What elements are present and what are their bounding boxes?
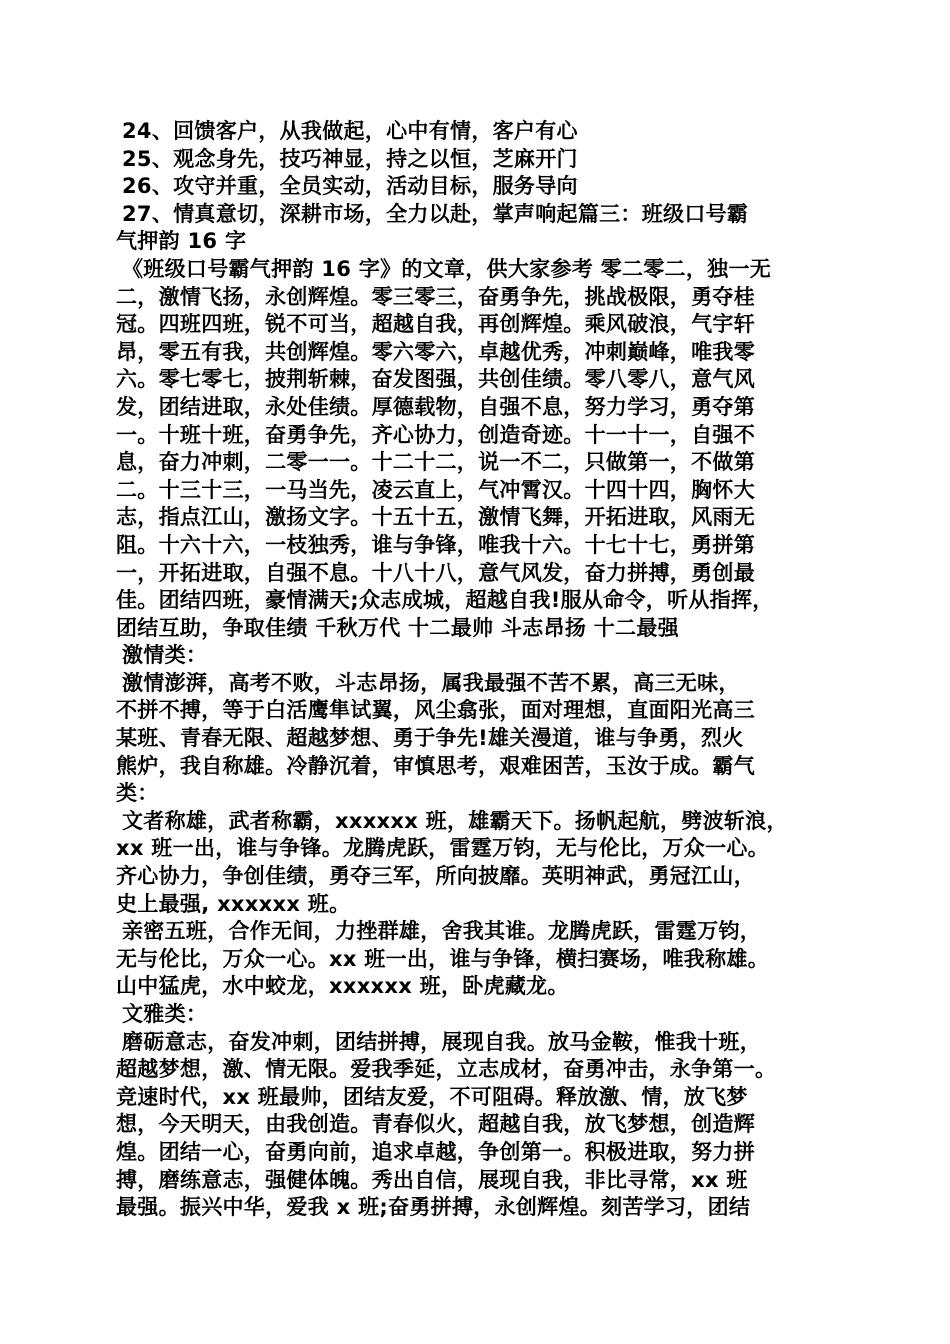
text-line: 《班级口号霸气押韵 16 字》的文章，供大家参考 零二零二，独一无 [122, 256, 772, 281]
text-line: 超越梦想，激、情无限。爱我季延，立志成材，奋勇冲击，永争第一。 [116, 1057, 777, 1082]
document-page [116, 118, 846, 1222]
text-line: 山中猛虎，水中蛟龙，xxxxxx 班，卧虎藏龙。 [116, 974, 569, 999]
text-line: 冠。四班四班，锐不可当，超越自我，再创辉煌。乘风破浪，气宇轩 [116, 312, 755, 337]
text-line: 激情澎湃，高考不败，斗志昂扬，属我最强不苦不累，高三无味， [122, 670, 740, 695]
text-line: 不拼不搏，等于白活鹰隼试翼，风尘翕张，面对理想，直面阳光高三 [116, 698, 755, 723]
section-heading: 激情类： [122, 643, 208, 668]
text-line: xx 班一出，谁与争锋。龙腾虎跃，雷霆万钧，无与伦比，万众一心。 [116, 836, 769, 861]
text-line: 煌。团结一心，奋勇向前，追求卓越，争创第一。积极进取，努力拼 [116, 1139, 755, 1164]
text-line: 志，指点江山，激扬文字。十五十五，激情飞舞，开拓进取，风雨无 [116, 505, 755, 530]
text-line: 发，团结进取，永处佳绩。厚德载物，自强不息，努力学习，勇夺第 [116, 394, 755, 419]
text-line: 气押韵 16 字 [116, 229, 247, 254]
text-line: 齐心协力，争创佳绩，勇夺三军，所向披靡。英明神武，勇冠江山， [116, 864, 755, 889]
text-line: 阻。十六十六，一枝独秀，谁与争锋，唯我十六。十七十七，勇拼第 [116, 532, 755, 557]
text-line: 息，奋力冲刺，二零一一。十二十二，说一不二，只做第一，不做第 [116, 450, 755, 475]
text-line: 一，开拓进取，自强不息。十八十八，意气风发，奋力拼搏，勇创最 [116, 560, 755, 585]
text-line: 磨砺意志，奋发冲刺，团结拼搏，展现自我。放马金鞍，惟我十班， [122, 1029, 761, 1054]
text-line: 类： [116, 781, 159, 806]
text-line: 最强。振兴中华，爱我 x 班;奋勇拼搏，永创辉煌。刻苦学习，团结 [116, 1195, 751, 1220]
text-line: 六。零七零七，披荆斩棘，奋发图强，共创佳绩。零八零八，意气风 [116, 367, 755, 392]
text-line: 熊炉，我自称雄。冷静沉着，审慎思考，艰难困苦，玉汝于成。霸气 [116, 753, 755, 778]
text-line: 二。十三十三，一马当先，凌云直上，气冲霄汉。十四十四，胸怀大 [116, 477, 755, 502]
text-line: 一。十班十班，奋勇争先，齐心协力，创造奇迹。十一十一，自强不 [116, 422, 755, 447]
text-line: 史上最强, xxxxxx 班。 [116, 891, 351, 916]
text-line: 文者称雄，武者称霸，xxxxxx 班，雄霸天下。扬帆起航，劈波斩浪， [122, 808, 788, 833]
text-line: 无与伦比，万众一心。xx 班一出，谁与争锋，横扫赛场，唯我称雄。 [116, 946, 769, 971]
text-line: 二，激情飞扬，永创辉煌。零三零三，奋勇争先，挑战极限，勇夺桂 [116, 284, 755, 309]
text-line: 26、攻守并重，全员实动，活动目标，服务导向 [122, 174, 578, 199]
text-line: 想，今天明天，由我创造。青春似火，超越自我，放飞梦想，创造辉 [116, 1112, 755, 1137]
text-line: 亲密五班，合作无间，力挫群雄，舍我其谁。龙腾虎跃，雷霆万钧， [122, 919, 761, 944]
text-line: 24、回馈客户，从我做起，心中有情，客户有心 [122, 119, 578, 143]
text-line: 某班、青春无限、超越梦想、勇于争先!雄关漫道，谁与争勇，烈火 [116, 726, 744, 751]
text-line: 25、观念身先，技巧神显，持之以恒，芝麻开门 [122, 146, 578, 171]
text-line: 27、情真意切，深耕市场，全力以赴，掌声响起篇三：班级口号霸 [122, 201, 749, 226]
section-heading: 文雅类： [122, 1002, 208, 1026]
text-line: 竞速时代，xx 班最帅，团结友爱，不可阻碍。释放激、情，放飞梦 [116, 1084, 748, 1109]
text-line: 佳。团结四班，豪情满天;众志成城，超越自我!服从命令，听从指挥， [116, 588, 774, 613]
text-line: 昂，零五有我，共创辉煌。零六零六，卓越优秀，冲刺巅峰，唯我零 [116, 339, 755, 364]
text-line: 团结互助，争取佳绩 千秋万代 十二最帅 斗志昂扬 十二最强 [116, 615, 679, 640]
text-line: 搏，磨练意志，强健体魄。秀出自信，展现自我，非比寻常，xx 班 [116, 1167, 748, 1192]
